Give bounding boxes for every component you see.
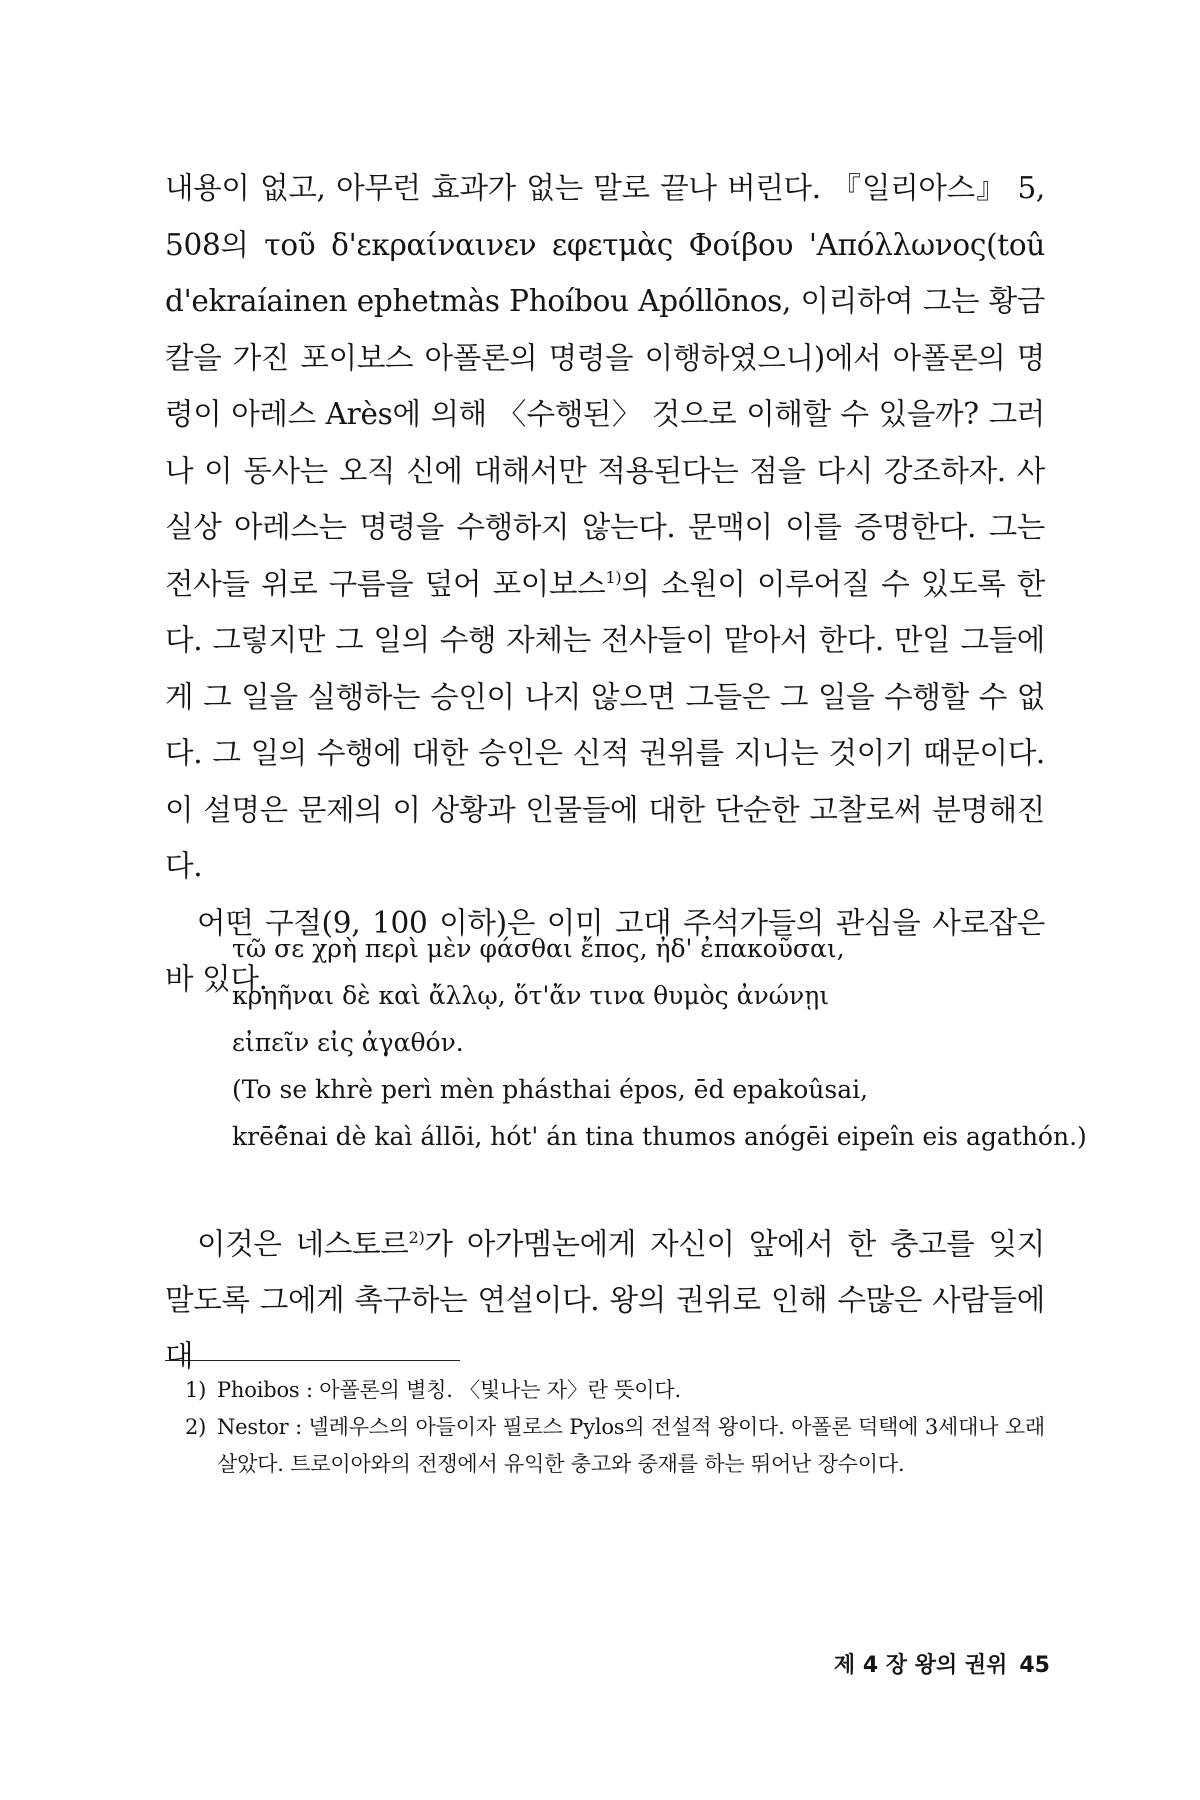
main-text <box>165 160 1045 1008</box>
footnote-number: 2) <box>185 1415 207 1439</box>
quote-greek-line-3: εἰπεῖν εἰς ἀγαθόν. <box>232 1028 464 1057</box>
quote-greek-line-1: τῶ σε χρὴ περὶ μὲν φάσθαι ἔπος, ἠδ' ἐπακοῦσαι, <box>232 934 845 963</box>
running-chapter-title: 제 4 장 왕의 권위 <box>833 1653 1008 1678</box>
main-text-continued <box>165 1216 1045 1384</box>
footnotes <box>185 1372 1045 1483</box>
footnote-ref-2: 2) <box>408 1228 425 1248</box>
quote-translit-line-1: (To se khrè perì mèn phásthai épos, ēd epakoûsai, <box>232 1075 869 1104</box>
paragraph-3: 이것은 네스토르$^{2)}$가 아가멤논에게 자신이 앞에서 한 충고를 잊지 말도록 그에게 촉구하는 연설이다. 왕의 권위로 인해 수많은 사람들에 대 <box>165 1227 1045 1373</box>
footnote-text: Phoibos : 아폴론의 별칭. 〈빛나는 자〉란 뜻이다. <box>217 1378 681 1402</box>
footnote-divider <box>165 1360 460 1361</box>
paragraph-1: 내용이 없고, 아무런 효과가 없는 말로 끝나 버린다. 『일리아스』 5, 508의 τοῦ δ'εκραίναινεν εφετμὰς Φοίβου 'Απόλλωνος(toû d'ekraíainen ephetmàs Phoíbou Apóllōnos, 이리하여 그는 황금칼을 가진 포이보스 아폴론의 명령을 이행하였으니)에서 아폴론의 명령이 아레스 Arès에 의해 〈수행된〉 것으로 이해할 수 있을까? 그러나 이 동사는 오직 신에 대해서만 적용된다는 점을 다시 강조하자. 사실상 아레스는 명령을 수행하지 않는다. 문맥이 이를 증명한다. 그는 전사들 위로 구름을 덮어 포이보스$^{1)}$의 소원이 이루어질 수 있도록 한다. 그렇지만 그 일의 수행 자체는 전사들이 맡아서 한다. 만일 그들에게 그 일을 실행하는 승인이 나지 않으면 그들은 그 일을 수행할 수 없다. 그 일의 수행에 대한 승인은 신적 권위를 지니는 것이기 때문이다. 이 설명은 문제의 이 상황과 인물들에 대한 단순한 고찰로써 분명해진다. <box>165 171 1045 883</box>
block-quote <box>232 925 1087 1160</box>
footnote-1 <box>185 1372 1045 1409</box>
quote-greek-line-2: κρηῆναι δὲ καὶ ἄλλῳ, ὅτ'ἄν τινα θυμὸς ἀνώνῃι <box>232 981 830 1010</box>
paragraph-2: 어떤 구절(9, 100 이하)은 이미 고대 주석가들의 관심을 사로잡은 바 있다. <box>165 905 1045 996</box>
footnote-text: Nestor : 넬레우스의 아들이자 필로스 Pylos의 전설적 왕이다. 아폴론 덕택에 3세대나 오래 살았다. 트로이아와의 전쟁에서 유익한 충고와 중재를 하는 뛰어난 장수이다. <box>217 1415 1045 1476</box>
quote-translit-line-2: krēê̄nai dè kaì állōi, hót' án tina thumos anógēi eipeîn eis agathón.) <box>232 1122 1087 1151</box>
footnote-ref-1: 1) <box>605 567 622 587</box>
footnote-number: 1) <box>185 1378 207 1402</box>
page-footer <box>834 1648 1050 1679</box>
footnote-2 <box>185 1409 1045 1483</box>
page-number: 45 <box>1019 1653 1050 1678</box>
